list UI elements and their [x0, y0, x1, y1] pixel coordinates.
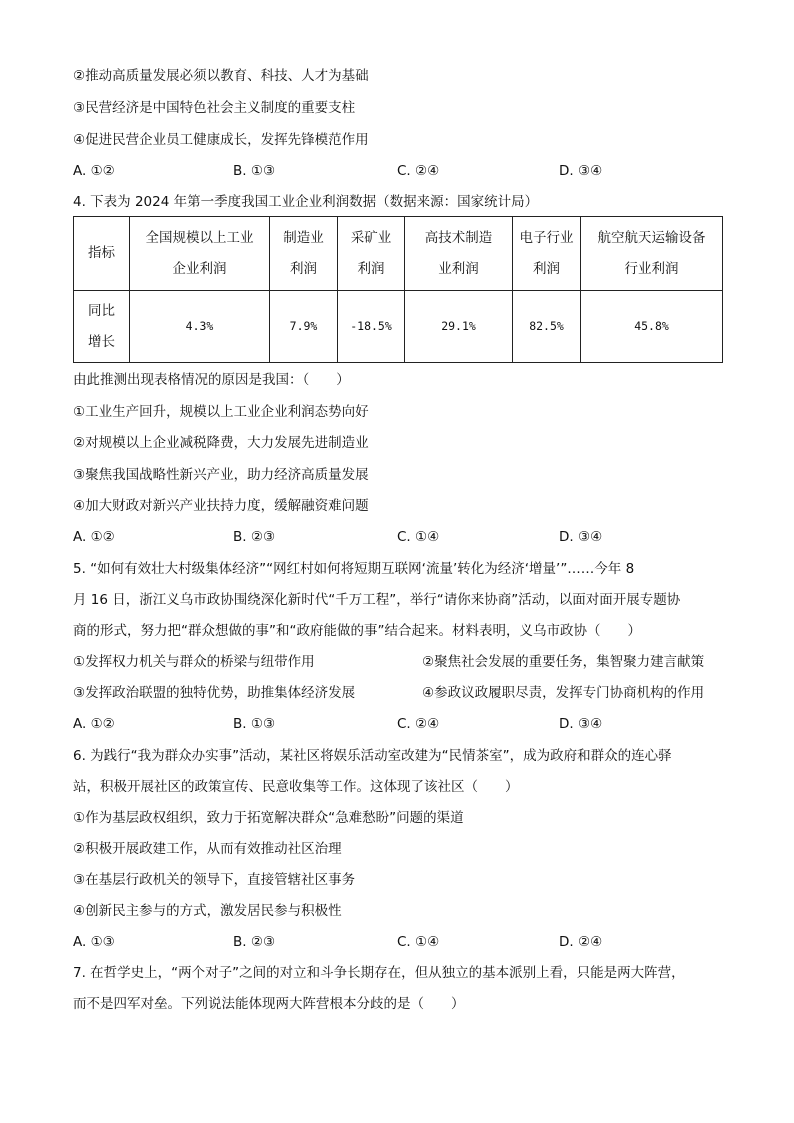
table-cell: 4.3% [130, 291, 270, 363]
q5-item-4: ④参政议政履职尽责，发挥专门协商机构的作用 [422, 685, 705, 701]
q7-stem-line-1: 7. 在哲学史上，“两个对子”之间的对立和斗争长期存在，但从独立的基本派别上看，只能是两大阵营， [73, 965, 685, 981]
header-mining-profit: 采矿业 利润 [338, 217, 405, 291]
q4-item-4: ④加大财政对新兴产业扶持力度，缓解融资难问题 [73, 498, 369, 514]
q6-option-a: A. ①③ [73, 934, 115, 950]
q4-stem: 4. 下表为 2024 年第一季度我国工业企业利润数据（数据来源：国家统计局） [73, 194, 539, 210]
q5-option-b: B. ①③ [233, 716, 276, 732]
q4-item-3: ③聚焦我国战略性新兴产业，助力经济高质量发展 [73, 467, 369, 483]
table-cell: 82.5% [513, 291, 581, 363]
table-cell: 29.1% [405, 291, 513, 363]
q6-item-3: ③在基层行政机关的领导下，直接管辖社区事务 [73, 872, 356, 888]
q4-item-2: ②对规模以上企业减税降费，大力发展先进制造业 [73, 435, 369, 451]
q5-option-a: A. ①② [73, 716, 115, 732]
header-indicator: 指标 [74, 217, 130, 291]
q6-option-b: B. ②③ [233, 934, 276, 950]
header-hightech-profit: 高技术制造 业利润 [405, 217, 513, 291]
q7-stem-line-2: 而不是四军对垒。下列说法能体现两大阵营根本分歧的是（ ） [73, 996, 465, 1012]
header-manufacturing-profit: 制造业 利润 [270, 217, 338, 291]
q3-option-d: D. ③④ [559, 163, 603, 179]
q3-item-2: ②推动高质量发展必须以教育、科技、人才为基础 [73, 68, 369, 84]
profit-table [73, 216, 723, 363]
q3-option-c: C. ②④ [397, 163, 440, 179]
q4-question: 由此推测出现表格情况的原因是我国：（ ） [73, 372, 350, 388]
q6-item-4: ④创新民主参与的方式，激发居民参与积极性 [73, 903, 342, 919]
q5-stem-line-1: 5. “如何有效壮大村级集体经济”“网红村如何将短期互联网‘流量’转化为经济‘增量’”……今年 8 [73, 561, 635, 577]
header-aerospace-profit: 航空航天运输设备 行业利润 [581, 217, 723, 291]
table-row [74, 291, 723, 363]
q4-option-b: B. ②③ [233, 529, 276, 545]
q5-item-1: ①发挥权力机关与群众的桥梁与纽带作用 [73, 654, 315, 670]
table-cell: 7.9% [270, 291, 338, 363]
q3-item-3: ③民营经济是中国特色社会主义制度的重要支柱 [73, 100, 356, 116]
q6-stem-line-1: 6. 为践行“我为群众办实事”活动，某社区将娱乐活动室改建为“民情茶室”，成为政府和群众的连心驿 [73, 748, 672, 764]
q4-option-c: C. ①④ [397, 529, 440, 545]
q5-item-3: ③发挥政治联盟的独特优势，助推集体经济发展 [73, 685, 356, 701]
q5-stem-line-2: 月 16 日，浙江义乌市政协围绕深化新时代“千万工程”，举行“请你来协商”活动，以面对面开展专题协 [73, 592, 681, 608]
q5-option-d: D. ③④ [559, 716, 603, 732]
q4-option-d: D. ③④ [559, 529, 603, 545]
row-label-yoy: 同比 增长 [74, 291, 130, 363]
q3-item-4: ④促进民营企业员工健康成长，发挥先锋模范作用 [73, 132, 369, 148]
q6-item-1: ①作为基层政权组织，致力于拓宽解决群众“急难愁盼”问题的渠道 [73, 810, 464, 826]
q3-option-b: B. ①③ [233, 163, 276, 179]
q4-option-a: A. ①② [73, 529, 115, 545]
table-cell: 45.8% [581, 291, 723, 363]
q5-option-c: C. ②④ [397, 716, 440, 732]
header-industrial-profit: 全国规模以上工业 企业利润 [130, 217, 270, 291]
header-electronics-profit: 电子行业 利润 [513, 217, 581, 291]
q6-option-d: D. ②④ [559, 934, 603, 950]
q4-item-1: ①工业生产回升，规模以上工业企业利润态势向好 [73, 404, 369, 420]
q6-stem-line-2: 站，积极开展社区的政策宣传、民意收集等工作。这体现了该社区（ ） [73, 779, 519, 795]
q3-option-a: A. ①② [73, 163, 115, 179]
q5-stem-line-3: 商的形式，努力把“群众想做的事”和“政府能做的事”结合起来。材料表明，义乌市政协（ ） [73, 623, 641, 639]
q6-item-2: ②积极开展政建工作，从而有效推动社区治理 [73, 841, 342, 857]
q5-item-2: ②聚焦社会发展的重要任务，集智聚力建言献策 [422, 654, 705, 670]
table-cell: -18.5% [338, 291, 405, 363]
q6-option-c: C. ①④ [397, 934, 440, 950]
table-header-row [74, 217, 723, 291]
